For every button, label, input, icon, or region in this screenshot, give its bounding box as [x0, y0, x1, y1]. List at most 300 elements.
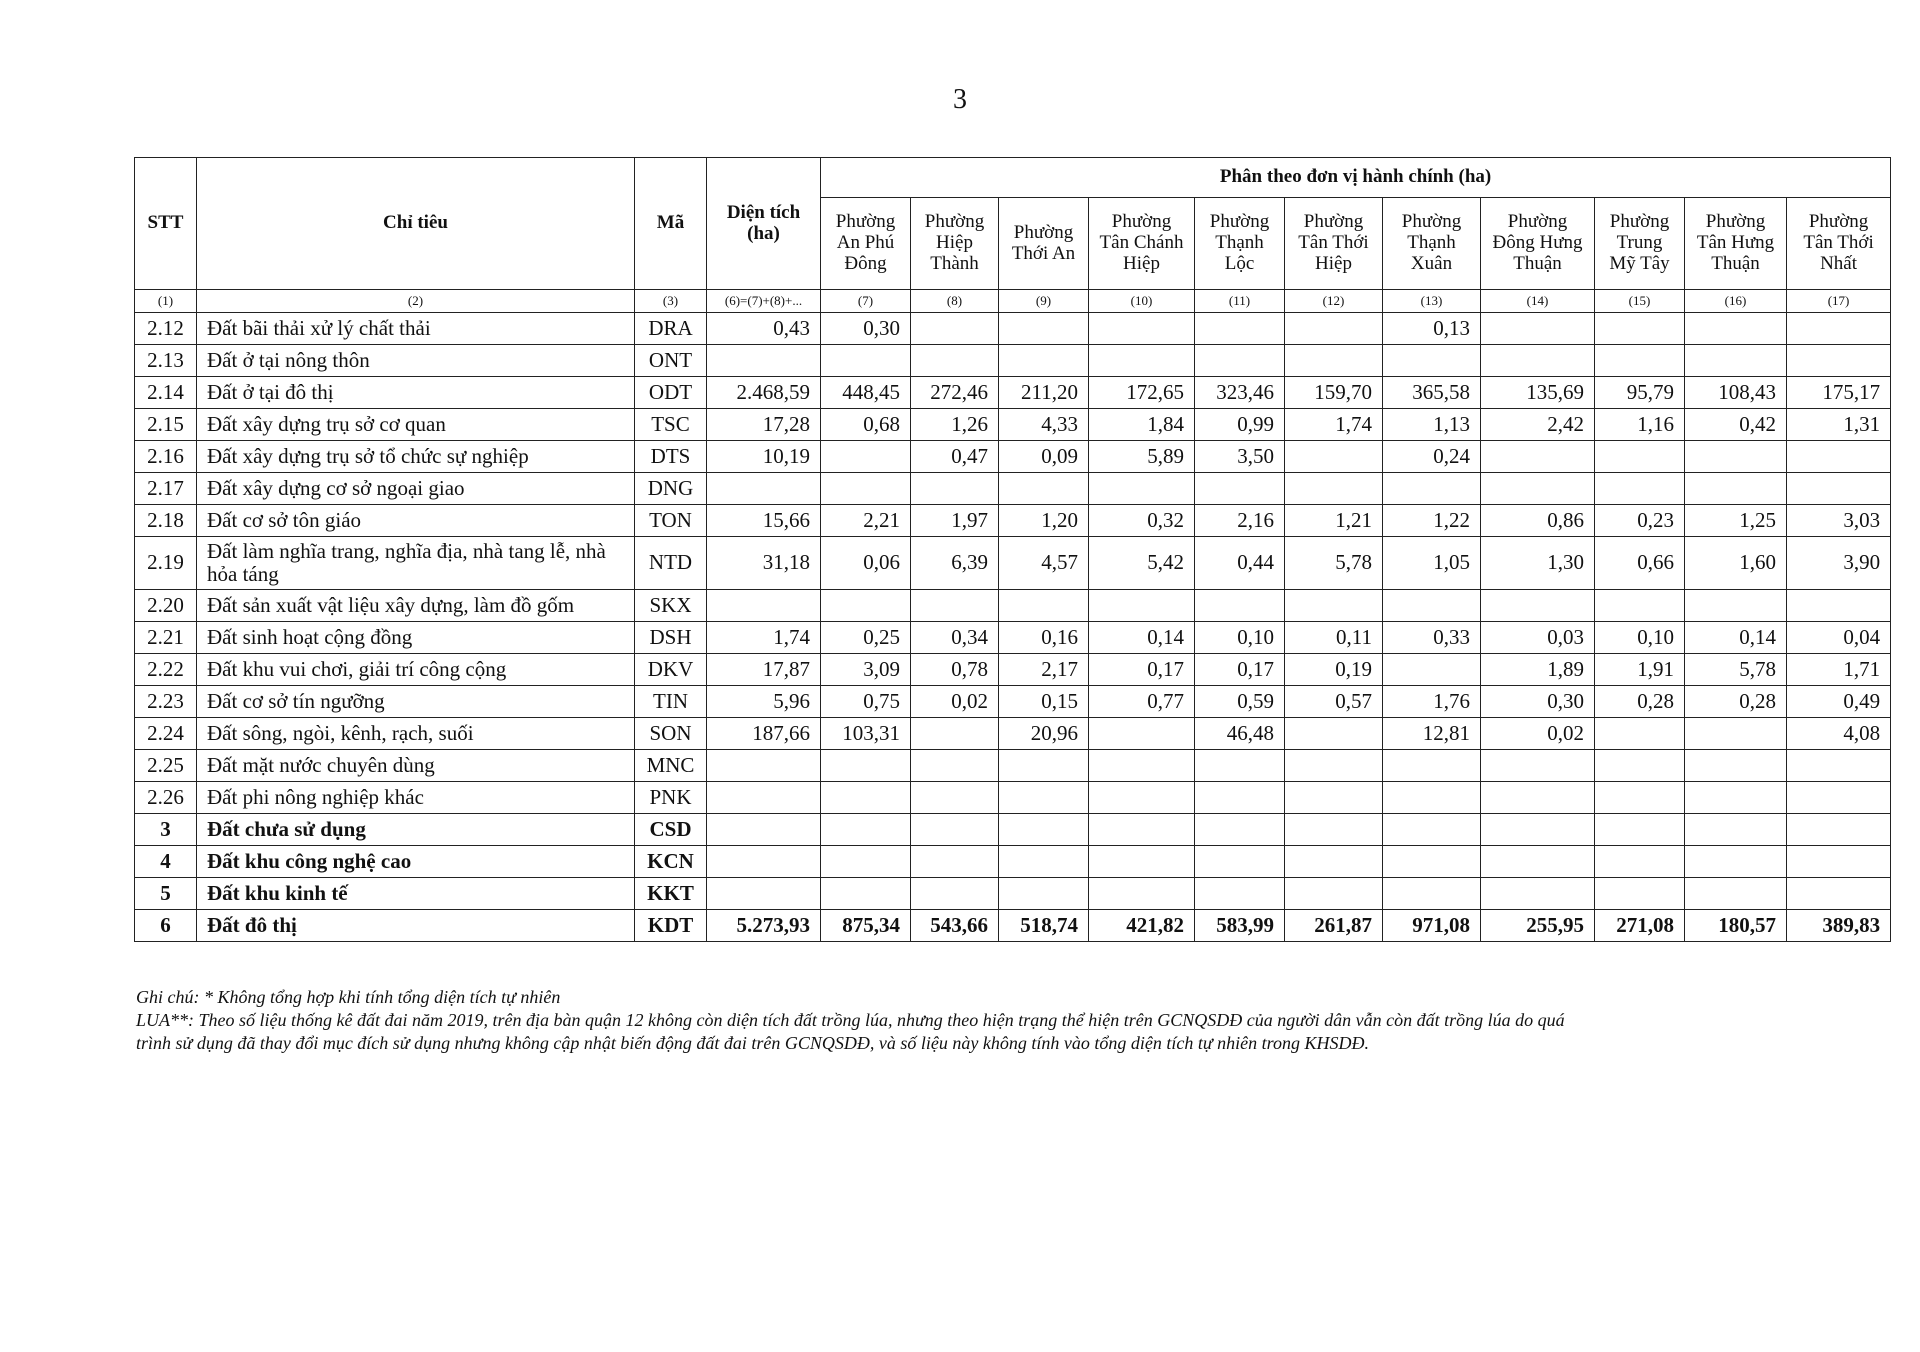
table-row	[135, 718, 1891, 750]
row-code: TIN	[635, 686, 707, 718]
row-ward-value: 0,42	[1685, 409, 1787, 441]
table-row	[135, 473, 1891, 505]
row-ward-value: 0,86	[1481, 505, 1595, 537]
table-row	[135, 654, 1891, 686]
row-ward-value	[911, 750, 999, 782]
row-ward-value: 211,20	[999, 377, 1089, 409]
row-ward-value	[1685, 814, 1787, 846]
row-total-area: 17,87	[707, 654, 821, 686]
row-ward-value	[1285, 313, 1383, 345]
row-ward-value: 5,78	[1285, 537, 1383, 590]
table-row	[135, 313, 1891, 345]
row-ward-value	[999, 814, 1089, 846]
row-ward-value: 3,90	[1787, 537, 1891, 590]
row-ward-value: 365,58	[1383, 377, 1481, 409]
row-total-area	[707, 473, 821, 505]
row-ward-value: 272,46	[911, 377, 999, 409]
row-ward-value	[1481, 878, 1595, 910]
row-ward-value	[999, 846, 1089, 878]
row-stt: 2.23	[135, 686, 197, 718]
row-stt: 2.13	[135, 345, 197, 377]
row-ward-value	[1089, 750, 1195, 782]
row-ward-value	[821, 846, 911, 878]
column-index: (13)	[1383, 290, 1481, 313]
row-code: DTS	[635, 441, 707, 473]
row-ward-value	[911, 878, 999, 910]
row-indicator: Đất ở tại đô thị	[197, 377, 635, 409]
row-code: KDT	[635, 910, 707, 942]
row-ward-value: 3,03	[1787, 505, 1891, 537]
row-ward-value	[1595, 345, 1685, 377]
column-index: (9)	[999, 290, 1089, 313]
row-ward-value: 1,26	[911, 409, 999, 441]
row-ward-value: 0,09	[999, 441, 1089, 473]
row-ward-value: 2,21	[821, 505, 911, 537]
row-indicator: Đất đô thị	[197, 910, 635, 942]
row-indicator: Đất ở tại nông thôn	[197, 345, 635, 377]
row-ward-value: 5,89	[1089, 441, 1195, 473]
row-ward-value: 0,44	[1195, 537, 1285, 590]
row-ward-value	[1195, 345, 1285, 377]
footnote-line: Ghi chú: * Không tổng hợp khi tính tổng diện tích tự nhiên	[136, 987, 561, 1007]
row-ward-value	[1481, 473, 1595, 505]
row-ward-value: 971,08	[1383, 910, 1481, 942]
row-ward-value	[911, 846, 999, 878]
row-ward-value: 1,74	[1285, 409, 1383, 441]
column-index: (12)	[1285, 290, 1383, 313]
row-ward-value	[911, 313, 999, 345]
row-ward-value	[1595, 750, 1685, 782]
table-row	[135, 590, 1891, 622]
row-ward-value: 0,14	[1685, 622, 1787, 654]
row-ward-value	[1195, 782, 1285, 814]
row-indicator: Đất xây dựng cơ sở ngoại giao	[197, 473, 635, 505]
row-ward-value	[1787, 878, 1891, 910]
row-ward-value	[1685, 313, 1787, 345]
row-ward-value	[1787, 814, 1891, 846]
row-code: NTD	[635, 537, 707, 590]
table-row	[135, 505, 1891, 537]
header-admin-group: Phân theo đơn vị hành chính (ha)	[821, 158, 1891, 198]
row-ward-value	[1285, 345, 1383, 377]
row-ward-value: 4,08	[1787, 718, 1891, 750]
row-indicator: Đất chưa sử dụng	[197, 814, 635, 846]
row-indicator: Đất mặt nước chuyên dùng	[197, 750, 635, 782]
row-total-area	[707, 814, 821, 846]
row-ward-value	[1285, 473, 1383, 505]
row-code: DNG	[635, 473, 707, 505]
row-ward-value: 0,02	[1481, 718, 1595, 750]
row-ward-value: 172,65	[1089, 377, 1195, 409]
row-total-area: 5.273,93	[707, 910, 821, 942]
row-ward-value	[1595, 473, 1685, 505]
column-index: (17)	[1787, 290, 1891, 313]
row-ward-value: 0,33	[1383, 622, 1481, 654]
row-ward-value: 0,47	[911, 441, 999, 473]
row-ward-value	[1195, 750, 1285, 782]
row-ward-value	[1195, 846, 1285, 878]
row-ward-value: 0,17	[1089, 654, 1195, 686]
row-ward-value: 0,23	[1595, 505, 1685, 537]
row-ward-value: 0,77	[1089, 686, 1195, 718]
row-ward-value	[1685, 473, 1787, 505]
row-indicator: Đất cơ sở tín ngưỡng	[197, 686, 635, 718]
row-ward-value: 0,17	[1195, 654, 1285, 686]
row-ward-value	[821, 473, 911, 505]
row-ward-value	[821, 750, 911, 782]
row-ward-value: 0,06	[821, 537, 911, 590]
row-ward-value: 0,24	[1383, 441, 1481, 473]
row-ward-value	[1787, 782, 1891, 814]
row-ward-value: 1,31	[1787, 409, 1891, 441]
row-ward-value	[1685, 345, 1787, 377]
row-ward-value	[1089, 473, 1195, 505]
row-stt: 5	[135, 878, 197, 910]
row-ward-value: 3,09	[821, 654, 911, 686]
column-index: (6)=(7)+(8)+...	[707, 290, 821, 313]
table-row	[135, 686, 1891, 718]
row-total-area: 0,43	[707, 313, 821, 345]
row-ward-value: 159,70	[1285, 377, 1383, 409]
column-index: (2)	[197, 290, 635, 313]
row-ward-value: 1,60	[1685, 537, 1787, 590]
row-ward-value	[911, 473, 999, 505]
row-ward-value: 12,81	[1383, 718, 1481, 750]
row-total-area: 17,28	[707, 409, 821, 441]
header-ward: Phường Hiệp Thành	[911, 198, 999, 290]
page-number: 3	[953, 84, 967, 115]
column-index: (15)	[1595, 290, 1685, 313]
row-ward-value	[1787, 750, 1891, 782]
row-code: TSC	[635, 409, 707, 441]
row-ward-value	[1089, 878, 1195, 910]
column-index: (11)	[1195, 290, 1285, 313]
row-ward-value	[1685, 750, 1787, 782]
row-total-area: 1,74	[707, 622, 821, 654]
row-ward-value	[1285, 750, 1383, 782]
row-ward-value: 0,02	[911, 686, 999, 718]
row-ward-value	[1595, 878, 1685, 910]
row-ward-value: 0,14	[1089, 622, 1195, 654]
row-stt: 4	[135, 846, 197, 878]
row-ward-value	[821, 782, 911, 814]
row-indicator: Đất sinh hoạt cộng đồng	[197, 622, 635, 654]
header-ward: Phường Thạnh Lộc	[1195, 198, 1285, 290]
row-ward-value	[1481, 590, 1595, 622]
table-header	[135, 158, 1891, 313]
row-ward-value: 323,46	[1195, 377, 1285, 409]
row-ward-value	[1383, 782, 1481, 814]
row-indicator: Đất xây dựng trụ sở cơ quan	[197, 409, 635, 441]
row-ward-value	[1383, 590, 1481, 622]
row-ward-value: 180,57	[1685, 910, 1787, 942]
footnote-line: trình sử dụng đã thay đổi mục đích sử dụng nhưng không cập nhật biến động đất đai trên GCNQSDĐ, và số liệu này không tính vào tổng diện tích tự nhiên trong KHSDĐ.	[136, 1033, 1369, 1053]
row-ward-value: 0,78	[911, 654, 999, 686]
row-ward-value: 3,50	[1195, 441, 1285, 473]
header-ward: Phường Tân Thới Nhất	[1787, 198, 1891, 290]
row-stt: 2.21	[135, 622, 197, 654]
row-ward-value	[1685, 590, 1787, 622]
row-ward-value: 0,75	[821, 686, 911, 718]
row-ward-value	[1787, 846, 1891, 878]
table-body	[135, 313, 1891, 942]
row-indicator: Đất sông, ngòi, kênh, rạch, suối	[197, 718, 635, 750]
row-ward-value: 0,59	[1195, 686, 1285, 718]
row-stt: 2.12	[135, 313, 197, 345]
column-index: (1)	[135, 290, 197, 313]
row-ward-value	[1481, 750, 1595, 782]
row-ward-value	[1285, 590, 1383, 622]
row-ward-value	[1383, 473, 1481, 505]
row-ward-value: 0,11	[1285, 622, 1383, 654]
row-ward-value	[1285, 441, 1383, 473]
row-indicator: Đất xây dựng trụ sở tổ chức sự nghiệp	[197, 441, 635, 473]
row-total-area	[707, 750, 821, 782]
row-ward-value: 0,34	[911, 622, 999, 654]
header-ward: Phường Tân Hưng Thuận	[1685, 198, 1787, 290]
row-ward-value: 1,22	[1383, 505, 1481, 537]
row-ward-value: 2,17	[999, 654, 1089, 686]
row-ward-value	[821, 345, 911, 377]
row-ward-value: 261,87	[1285, 910, 1383, 942]
header-ward: Phường Trung Mỹ Tây	[1595, 198, 1685, 290]
row-stt: 2.22	[135, 654, 197, 686]
row-ward-value	[1481, 441, 1595, 473]
row-total-area	[707, 345, 821, 377]
table-row	[135, 537, 1891, 590]
row-ward-value	[1481, 345, 1595, 377]
row-ward-value	[1383, 654, 1481, 686]
row-ward-value	[1285, 846, 1383, 878]
row-ward-value: 1,30	[1481, 537, 1595, 590]
row-ward-value	[1195, 590, 1285, 622]
row-ward-value	[1595, 846, 1685, 878]
row-ward-value	[1285, 814, 1383, 846]
table-row	[135, 377, 1891, 409]
row-ward-value	[1089, 846, 1195, 878]
row-ward-value	[1595, 814, 1685, 846]
row-code: KCN	[635, 846, 707, 878]
row-ward-value: 175,17	[1787, 377, 1891, 409]
row-ward-value: 1,13	[1383, 409, 1481, 441]
row-ward-value	[911, 782, 999, 814]
row-ward-value	[1787, 313, 1891, 345]
row-ward-value	[1481, 814, 1595, 846]
column-index: (7)	[821, 290, 911, 313]
row-indicator: Đất sản xuất vật liệu xây dựng, làm đồ gốm	[197, 590, 635, 622]
row-ward-value	[1787, 345, 1891, 377]
row-ward-value: 1,76	[1383, 686, 1481, 718]
row-ward-value: 1,05	[1383, 537, 1481, 590]
column-index: (3)	[635, 290, 707, 313]
row-indicator: Đất khu công nghệ cao	[197, 846, 635, 878]
row-ward-value: 0,32	[1089, 505, 1195, 537]
row-ward-value: 1,84	[1089, 409, 1195, 441]
row-ward-value: 1,97	[911, 505, 999, 537]
row-ward-value: 103,31	[821, 718, 911, 750]
row-ward-value	[1089, 313, 1195, 345]
row-ward-value: 0,10	[1195, 622, 1285, 654]
land-use-table	[134, 157, 1891, 942]
row-indicator: Đất cơ sở tôn giáo	[197, 505, 635, 537]
row-ward-value	[1787, 590, 1891, 622]
row-ward-value: 6,39	[911, 537, 999, 590]
table-row	[135, 750, 1891, 782]
column-index: (16)	[1685, 290, 1787, 313]
row-ward-value: 108,43	[1685, 377, 1787, 409]
row-code: DSH	[635, 622, 707, 654]
footnotes	[136, 986, 1906, 1055]
row-ward-value: 5,42	[1089, 537, 1195, 590]
row-ward-value	[1595, 313, 1685, 345]
header-ward: Phường Tân Chánh Hiệp	[1089, 198, 1195, 290]
row-stt: 2.17	[135, 473, 197, 505]
row-ward-value	[1685, 782, 1787, 814]
row-ward-value: 518,74	[999, 910, 1089, 942]
row-indicator: Đất phi nông nghiệp khác	[197, 782, 635, 814]
row-stt: 6	[135, 910, 197, 942]
row-indicator: Đất khu vui chơi, giải trí công cộng	[197, 654, 635, 686]
row-ward-value	[1089, 782, 1195, 814]
row-ward-value	[1195, 473, 1285, 505]
row-total-area: 5,96	[707, 686, 821, 718]
row-ward-value	[1787, 473, 1891, 505]
row-code: SON	[635, 718, 707, 750]
table-row	[135, 782, 1891, 814]
row-ward-value: 135,69	[1481, 377, 1595, 409]
row-indicator: Đất khu kinh tế	[197, 878, 635, 910]
table-row	[135, 345, 1891, 377]
row-total-area: 31,18	[707, 537, 821, 590]
row-code: TON	[635, 505, 707, 537]
row-ward-value: 1,16	[1595, 409, 1685, 441]
row-ward-value	[999, 313, 1089, 345]
row-ward-value: 1,21	[1285, 505, 1383, 537]
row-ward-value: 0,49	[1787, 686, 1891, 718]
table-row	[135, 814, 1891, 846]
row-ward-value: 0,57	[1285, 686, 1383, 718]
row-ward-value	[821, 814, 911, 846]
row-stt: 2.14	[135, 377, 197, 409]
row-ward-value: 2,42	[1481, 409, 1595, 441]
row-code: DKV	[635, 654, 707, 686]
row-stt: 2.26	[135, 782, 197, 814]
row-ward-value	[911, 345, 999, 377]
row-code: CSD	[635, 814, 707, 846]
row-ward-value	[1285, 718, 1383, 750]
row-ward-value	[1383, 846, 1481, 878]
row-code: MNC	[635, 750, 707, 782]
row-ward-value: 95,79	[1595, 377, 1685, 409]
row-ward-value	[1089, 590, 1195, 622]
row-ward-value: 4,33	[999, 409, 1089, 441]
row-stt: 2.18	[135, 505, 197, 537]
row-ward-value	[1595, 590, 1685, 622]
header-indicator: Chỉ tiêu	[197, 158, 635, 290]
table-row	[135, 622, 1891, 654]
row-stt: 2.16	[135, 441, 197, 473]
row-ward-value	[1195, 814, 1285, 846]
row-stt: 3	[135, 814, 197, 846]
row-ward-value: 1,91	[1595, 654, 1685, 686]
row-ward-value	[1089, 814, 1195, 846]
row-ward-value	[1089, 345, 1195, 377]
row-code: ODT	[635, 377, 707, 409]
table-row	[135, 409, 1891, 441]
row-ward-value	[1383, 814, 1481, 846]
row-ward-value: 0,19	[1285, 654, 1383, 686]
row-ward-value	[1481, 313, 1595, 345]
row-ward-value: 0,10	[1595, 622, 1685, 654]
row-ward-value	[911, 590, 999, 622]
row-ward-value	[821, 590, 911, 622]
row-ward-value: 255,95	[1481, 910, 1595, 942]
row-code: PNK	[635, 782, 707, 814]
row-stt: 2.25	[135, 750, 197, 782]
row-total-area	[707, 782, 821, 814]
row-ward-value: 0,99	[1195, 409, 1285, 441]
row-code: ONT	[635, 345, 707, 377]
row-total-area	[707, 878, 821, 910]
row-ward-value: 0,15	[999, 686, 1089, 718]
row-stt: 2.24	[135, 718, 197, 750]
row-code: DRA	[635, 313, 707, 345]
row-ward-value: 0,30	[821, 313, 911, 345]
column-index: (8)	[911, 290, 999, 313]
header-ward: Phường Thới An	[999, 198, 1089, 290]
row-ward-value: 1,71	[1787, 654, 1891, 686]
column-index: (10)	[1089, 290, 1195, 313]
header-ward: Phường Tân Thới Hiệp	[1285, 198, 1383, 290]
row-stt: 2.19	[135, 537, 197, 590]
row-ward-value	[1195, 878, 1285, 910]
table-row	[135, 846, 1891, 878]
row-indicator: Đất bãi thải xử lý chất thải	[197, 313, 635, 345]
row-ward-value	[911, 718, 999, 750]
row-stt: 2.15	[135, 409, 197, 441]
row-ward-value	[999, 750, 1089, 782]
header-stt: STT	[135, 158, 197, 290]
row-ward-value: 1,25	[1685, 505, 1787, 537]
row-ward-value	[999, 590, 1089, 622]
row-ward-value	[911, 814, 999, 846]
row-ward-value	[1787, 441, 1891, 473]
row-total-area: 187,66	[707, 718, 821, 750]
row-ward-value	[1685, 441, 1787, 473]
row-ward-value	[1685, 878, 1787, 910]
row-ward-value: 448,45	[821, 377, 911, 409]
table-row	[135, 441, 1891, 473]
row-ward-value	[1595, 718, 1685, 750]
row-ward-value	[999, 782, 1089, 814]
row-ward-value: 389,83	[1787, 910, 1891, 942]
row-total-area	[707, 590, 821, 622]
footnote-line: LUA**: Theo số liệu thống kê đất đai năm 2019, trên địa bàn quận 12 không còn diện tích đất trồng lúa, nhưng theo hiện trạng thể hiện trên GCNQSDĐ của người dân vẫn còn đất trồng lúa do quá	[136, 1010, 1565, 1030]
header-code: Mã	[635, 158, 707, 290]
row-total-area: 10,19	[707, 441, 821, 473]
row-ward-value: 0,66	[1595, 537, 1685, 590]
row-ward-value	[1595, 441, 1685, 473]
row-ward-value: 0,13	[1383, 313, 1481, 345]
row-ward-value	[1685, 718, 1787, 750]
row-ward-value: 875,34	[821, 910, 911, 942]
row-total-area	[707, 846, 821, 878]
row-ward-value: 0,03	[1481, 622, 1595, 654]
row-ward-value	[1685, 846, 1787, 878]
column-index: (14)	[1481, 290, 1595, 313]
row-ward-value	[999, 878, 1089, 910]
row-ward-value: 2,16	[1195, 505, 1285, 537]
